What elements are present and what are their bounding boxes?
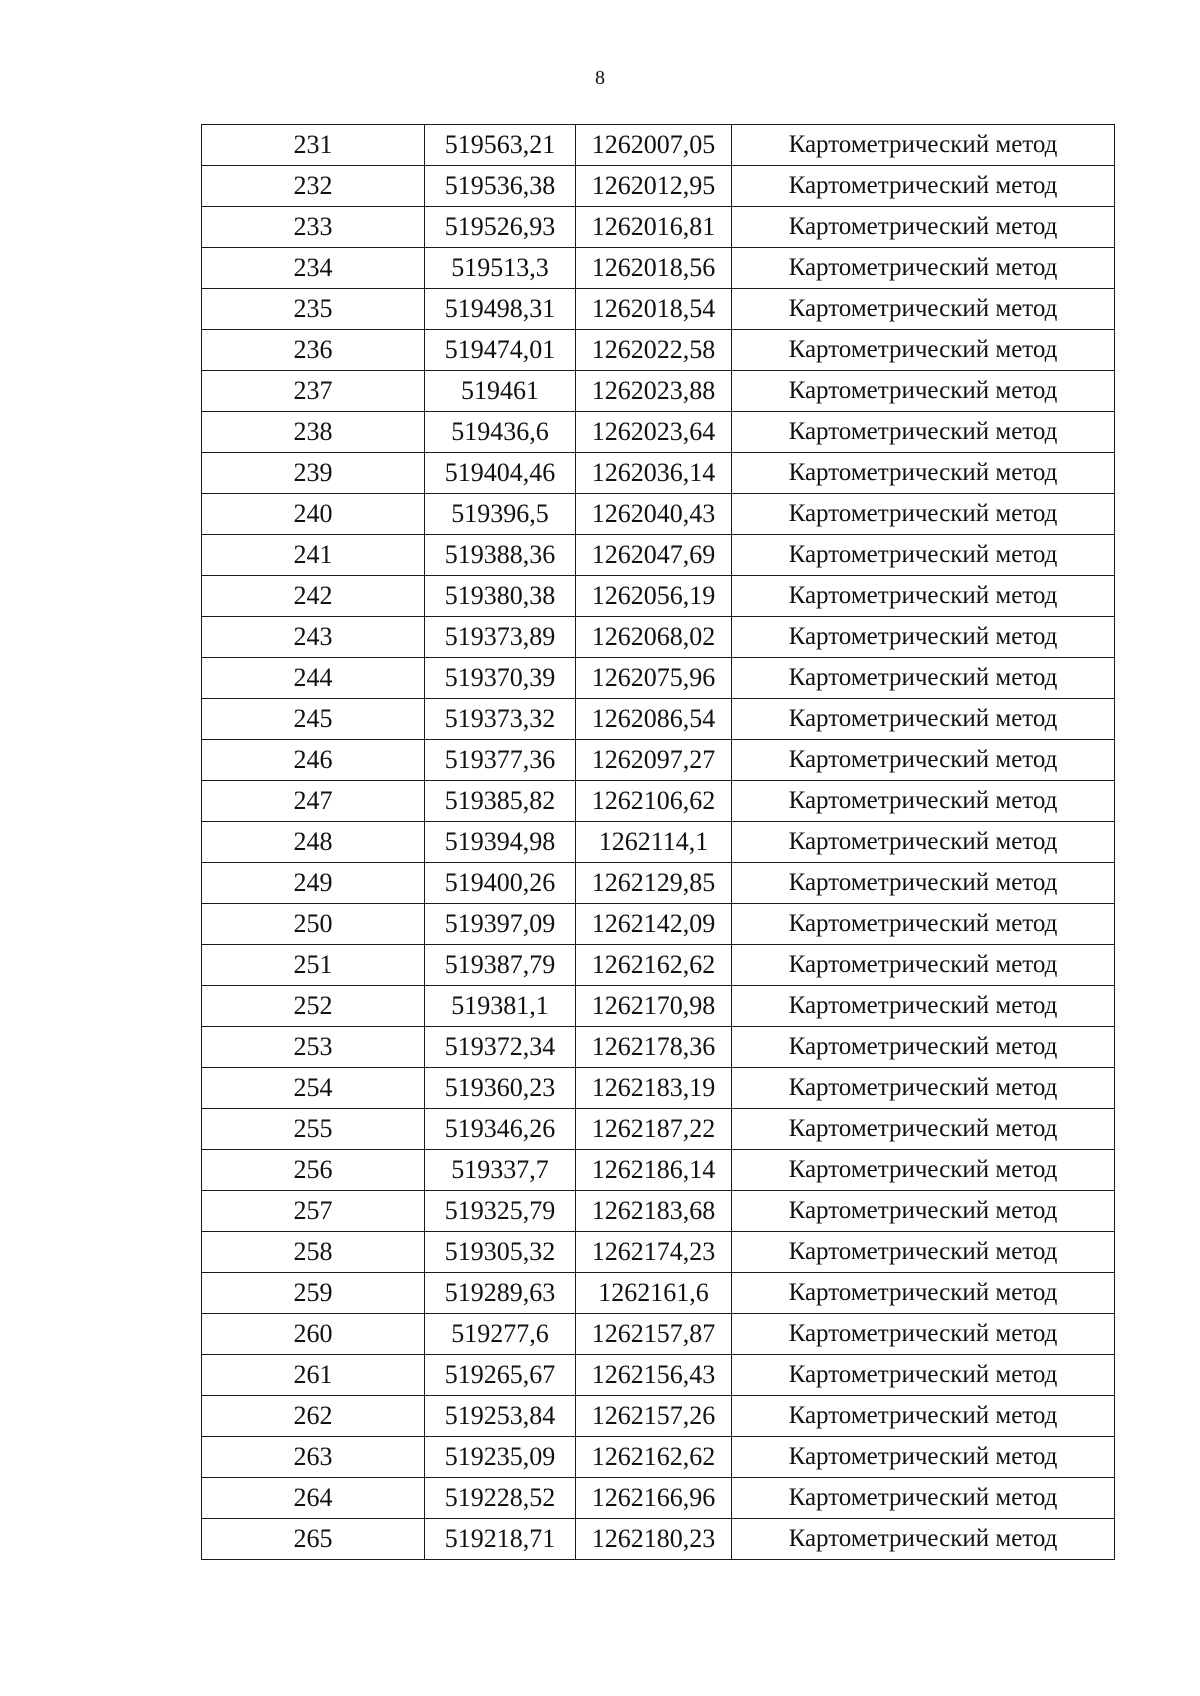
method-cell: Картометрический метод bbox=[732, 1437, 1115, 1478]
method-cell: Картометрический метод bbox=[732, 576, 1115, 617]
method-cell: Картометрический метод bbox=[732, 1314, 1115, 1355]
x-coordinate-cell: 519373,89 bbox=[425, 617, 576, 658]
x-coordinate-cell: 519400,26 bbox=[425, 863, 576, 904]
table-row bbox=[202, 1027, 1115, 1068]
y-coordinate-cell: 1262016,81 bbox=[576, 207, 732, 248]
method-cell: Картометрический метод bbox=[732, 1355, 1115, 1396]
point-number-cell: 238 bbox=[202, 412, 425, 453]
point-number-cell: 254 bbox=[202, 1068, 425, 1109]
method-cell: Картометрический метод bbox=[732, 166, 1115, 207]
y-coordinate-cell: 1262157,87 bbox=[576, 1314, 732, 1355]
y-coordinate-cell: 1262156,43 bbox=[576, 1355, 732, 1396]
x-coordinate-cell: 519387,79 bbox=[425, 945, 576, 986]
table-row bbox=[202, 1191, 1115, 1232]
method-cell: Картометрический метод bbox=[732, 453, 1115, 494]
point-number-cell: 264 bbox=[202, 1478, 425, 1519]
table-row bbox=[202, 863, 1115, 904]
method-cell: Картометрический метод bbox=[732, 1519, 1115, 1560]
x-coordinate-cell: 519394,98 bbox=[425, 822, 576, 863]
y-coordinate-cell: 1262040,43 bbox=[576, 494, 732, 535]
method-cell: Картометрический метод bbox=[732, 125, 1115, 166]
method-cell: Картометрический метод bbox=[732, 617, 1115, 658]
table-row bbox=[202, 740, 1115, 781]
point-number-cell: 246 bbox=[202, 740, 425, 781]
y-coordinate-cell: 1262036,14 bbox=[576, 453, 732, 494]
point-number-cell: 241 bbox=[202, 535, 425, 576]
x-coordinate-cell: 519265,67 bbox=[425, 1355, 576, 1396]
table-row bbox=[202, 1232, 1115, 1273]
table-row bbox=[202, 453, 1115, 494]
x-coordinate-cell: 519474,01 bbox=[425, 330, 576, 371]
x-coordinate-cell: 519536,38 bbox=[425, 166, 576, 207]
x-coordinate-cell: 519337,7 bbox=[425, 1150, 576, 1191]
point-number-cell: 242 bbox=[202, 576, 425, 617]
table-row bbox=[202, 1478, 1115, 1519]
table-row bbox=[202, 1437, 1115, 1478]
method-cell: Картометрический метод bbox=[732, 1068, 1115, 1109]
table-row bbox=[202, 781, 1115, 822]
method-cell: Картометрический метод bbox=[732, 494, 1115, 535]
method-cell: Картометрический метод bbox=[732, 986, 1115, 1027]
table-row bbox=[202, 904, 1115, 945]
point-number-cell: 260 bbox=[202, 1314, 425, 1355]
y-coordinate-cell: 1262180,23 bbox=[576, 1519, 732, 1560]
y-coordinate-cell: 1262018,56 bbox=[576, 248, 732, 289]
x-coordinate-cell: 519325,79 bbox=[425, 1191, 576, 1232]
y-coordinate-cell: 1262012,95 bbox=[576, 166, 732, 207]
y-coordinate-cell: 1262056,19 bbox=[576, 576, 732, 617]
y-coordinate-cell: 1262170,98 bbox=[576, 986, 732, 1027]
y-coordinate-cell: 1262187,22 bbox=[576, 1109, 732, 1150]
x-coordinate-cell: 519377,36 bbox=[425, 740, 576, 781]
y-coordinate-cell: 1262142,09 bbox=[576, 904, 732, 945]
table-row bbox=[202, 699, 1115, 740]
method-cell: Картометрический метод bbox=[732, 207, 1115, 248]
x-coordinate-cell: 519385,82 bbox=[425, 781, 576, 822]
x-coordinate-cell: 519381,1 bbox=[425, 986, 576, 1027]
x-coordinate-cell: 519370,39 bbox=[425, 658, 576, 699]
x-coordinate-cell: 519563,21 bbox=[425, 125, 576, 166]
point-number-cell: 261 bbox=[202, 1355, 425, 1396]
method-cell: Картометрический метод bbox=[732, 699, 1115, 740]
point-number-cell: 259 bbox=[202, 1273, 425, 1314]
y-coordinate-cell: 1262023,64 bbox=[576, 412, 732, 453]
table-row bbox=[202, 289, 1115, 330]
y-coordinate-cell: 1262157,26 bbox=[576, 1396, 732, 1437]
y-coordinate-cell: 1262068,02 bbox=[576, 617, 732, 658]
x-coordinate-cell: 519526,93 bbox=[425, 207, 576, 248]
x-coordinate-cell: 519498,31 bbox=[425, 289, 576, 330]
point-number-cell: 265 bbox=[202, 1519, 425, 1560]
x-coordinate-cell: 519305,32 bbox=[425, 1232, 576, 1273]
method-cell: Картометрический метод bbox=[732, 412, 1115, 453]
y-coordinate-cell: 1262129,85 bbox=[576, 863, 732, 904]
coordinates-table-body bbox=[202, 125, 1115, 1560]
x-coordinate-cell: 519346,26 bbox=[425, 1109, 576, 1150]
y-coordinate-cell: 1262022,58 bbox=[576, 330, 732, 371]
point-number-cell: 237 bbox=[202, 371, 425, 412]
x-coordinate-cell: 519277,6 bbox=[425, 1314, 576, 1355]
table-row bbox=[202, 207, 1115, 248]
y-coordinate-cell: 1262183,19 bbox=[576, 1068, 732, 1109]
x-coordinate-cell: 519253,84 bbox=[425, 1396, 576, 1437]
y-coordinate-cell: 1262106,62 bbox=[576, 781, 732, 822]
x-coordinate-cell: 519235,09 bbox=[425, 1437, 576, 1478]
y-coordinate-cell: 1262047,69 bbox=[576, 535, 732, 576]
method-cell: Картометрический метод bbox=[732, 1109, 1115, 1150]
method-cell: Картометрический метод bbox=[732, 1191, 1115, 1232]
point-number-cell: 232 bbox=[202, 166, 425, 207]
method-cell: Картометрический метод bbox=[732, 371, 1115, 412]
table-row bbox=[202, 1109, 1115, 1150]
coordinates-table bbox=[201, 124, 1115, 1560]
table-row bbox=[202, 617, 1115, 658]
table-row bbox=[202, 166, 1115, 207]
point-number-cell: 258 bbox=[202, 1232, 425, 1273]
method-cell: Картометрический метод bbox=[732, 1027, 1115, 1068]
method-cell: Картометрический метод bbox=[732, 1150, 1115, 1191]
table-row bbox=[202, 1314, 1115, 1355]
table-row bbox=[202, 986, 1115, 1027]
table-row bbox=[202, 371, 1115, 412]
point-number-cell: 233 bbox=[202, 207, 425, 248]
table-row bbox=[202, 658, 1115, 699]
x-coordinate-cell: 519388,36 bbox=[425, 535, 576, 576]
point-number-cell: 250 bbox=[202, 904, 425, 945]
method-cell: Картометрический метод bbox=[732, 1273, 1115, 1314]
x-coordinate-cell: 519218,71 bbox=[425, 1519, 576, 1560]
x-coordinate-cell: 519396,5 bbox=[425, 494, 576, 535]
method-cell: Картометрический метод bbox=[732, 658, 1115, 699]
table-row bbox=[202, 1355, 1115, 1396]
y-coordinate-cell: 1262174,23 bbox=[576, 1232, 732, 1273]
point-number-cell: 255 bbox=[202, 1109, 425, 1150]
table-row bbox=[202, 1068, 1115, 1109]
table-row bbox=[202, 535, 1115, 576]
page-number: 8 bbox=[595, 67, 605, 89]
method-cell: Картометрический метод bbox=[732, 740, 1115, 781]
method-cell: Картометрический метод bbox=[732, 863, 1115, 904]
y-coordinate-cell: 1262166,96 bbox=[576, 1478, 732, 1519]
point-number-cell: 244 bbox=[202, 658, 425, 699]
x-coordinate-cell: 519380,38 bbox=[425, 576, 576, 617]
method-cell: Картометрический метод bbox=[732, 1232, 1115, 1273]
point-number-cell: 245 bbox=[202, 699, 425, 740]
x-coordinate-cell: 519397,09 bbox=[425, 904, 576, 945]
point-number-cell: 240 bbox=[202, 494, 425, 535]
x-coordinate-cell: 519436,6 bbox=[425, 412, 576, 453]
table-row bbox=[202, 1150, 1115, 1191]
table-row bbox=[202, 1273, 1115, 1314]
method-cell: Картометрический метод bbox=[732, 822, 1115, 863]
x-coordinate-cell: 519404,46 bbox=[425, 453, 576, 494]
table-row bbox=[202, 330, 1115, 371]
point-number-cell: 251 bbox=[202, 945, 425, 986]
point-number-cell: 263 bbox=[202, 1437, 425, 1478]
point-number-cell: 252 bbox=[202, 986, 425, 1027]
x-coordinate-cell: 519360,23 bbox=[425, 1068, 576, 1109]
method-cell: Картометрический метод bbox=[732, 1396, 1115, 1437]
point-number-cell: 256 bbox=[202, 1150, 425, 1191]
point-number-cell: 234 bbox=[202, 248, 425, 289]
y-coordinate-cell: 1262162,62 bbox=[576, 945, 732, 986]
y-coordinate-cell: 1262178,36 bbox=[576, 1027, 732, 1068]
x-coordinate-cell: 519228,52 bbox=[425, 1478, 576, 1519]
y-coordinate-cell: 1262183,68 bbox=[576, 1191, 732, 1232]
point-number-cell: 235 bbox=[202, 289, 425, 330]
table-row bbox=[202, 125, 1115, 166]
table-row bbox=[202, 1396, 1115, 1437]
point-number-cell: 231 bbox=[202, 125, 425, 166]
y-coordinate-cell: 1262097,27 bbox=[576, 740, 732, 781]
method-cell: Картометрический метод bbox=[732, 330, 1115, 371]
y-coordinate-cell: 1262023,88 bbox=[576, 371, 732, 412]
table-row bbox=[202, 494, 1115, 535]
y-coordinate-cell: 1262018,54 bbox=[576, 289, 732, 330]
point-number-cell: 239 bbox=[202, 453, 425, 494]
x-coordinate-cell: 519461 bbox=[425, 371, 576, 412]
y-coordinate-cell: 1262186,14 bbox=[576, 1150, 732, 1191]
point-number-cell: 262 bbox=[202, 1396, 425, 1437]
point-number-cell: 248 bbox=[202, 822, 425, 863]
point-number-cell: 243 bbox=[202, 617, 425, 658]
y-coordinate-cell: 1262161,6 bbox=[576, 1273, 732, 1314]
point-number-cell: 249 bbox=[202, 863, 425, 904]
y-coordinate-cell: 1262162,62 bbox=[576, 1437, 732, 1478]
point-number-cell: 257 bbox=[202, 1191, 425, 1232]
x-coordinate-cell: 519373,32 bbox=[425, 699, 576, 740]
table-row bbox=[202, 1519, 1115, 1560]
point-number-cell: 247 bbox=[202, 781, 425, 822]
method-cell: Картометрический метод bbox=[732, 248, 1115, 289]
method-cell: Картометрический метод bbox=[732, 289, 1115, 330]
y-coordinate-cell: 1262086,54 bbox=[576, 699, 732, 740]
x-coordinate-cell: 519289,63 bbox=[425, 1273, 576, 1314]
table-row bbox=[202, 945, 1115, 986]
y-coordinate-cell: 1262007,05 bbox=[576, 125, 732, 166]
method-cell: Картометрический метод bbox=[732, 1478, 1115, 1519]
y-coordinate-cell: 1262114,1 bbox=[576, 822, 732, 863]
method-cell: Картометрический метод bbox=[732, 781, 1115, 822]
y-coordinate-cell: 1262075,96 bbox=[576, 658, 732, 699]
x-coordinate-cell: 519372,34 bbox=[425, 1027, 576, 1068]
point-number-cell: 253 bbox=[202, 1027, 425, 1068]
table-row bbox=[202, 576, 1115, 617]
table-row bbox=[202, 822, 1115, 863]
table-row bbox=[202, 248, 1115, 289]
x-coordinate-cell: 519513,3 bbox=[425, 248, 576, 289]
point-number-cell: 236 bbox=[202, 330, 425, 371]
method-cell: Картометрический метод bbox=[732, 904, 1115, 945]
method-cell: Картометрический метод bbox=[732, 945, 1115, 986]
method-cell: Картометрический метод bbox=[732, 535, 1115, 576]
table-row bbox=[202, 412, 1115, 453]
